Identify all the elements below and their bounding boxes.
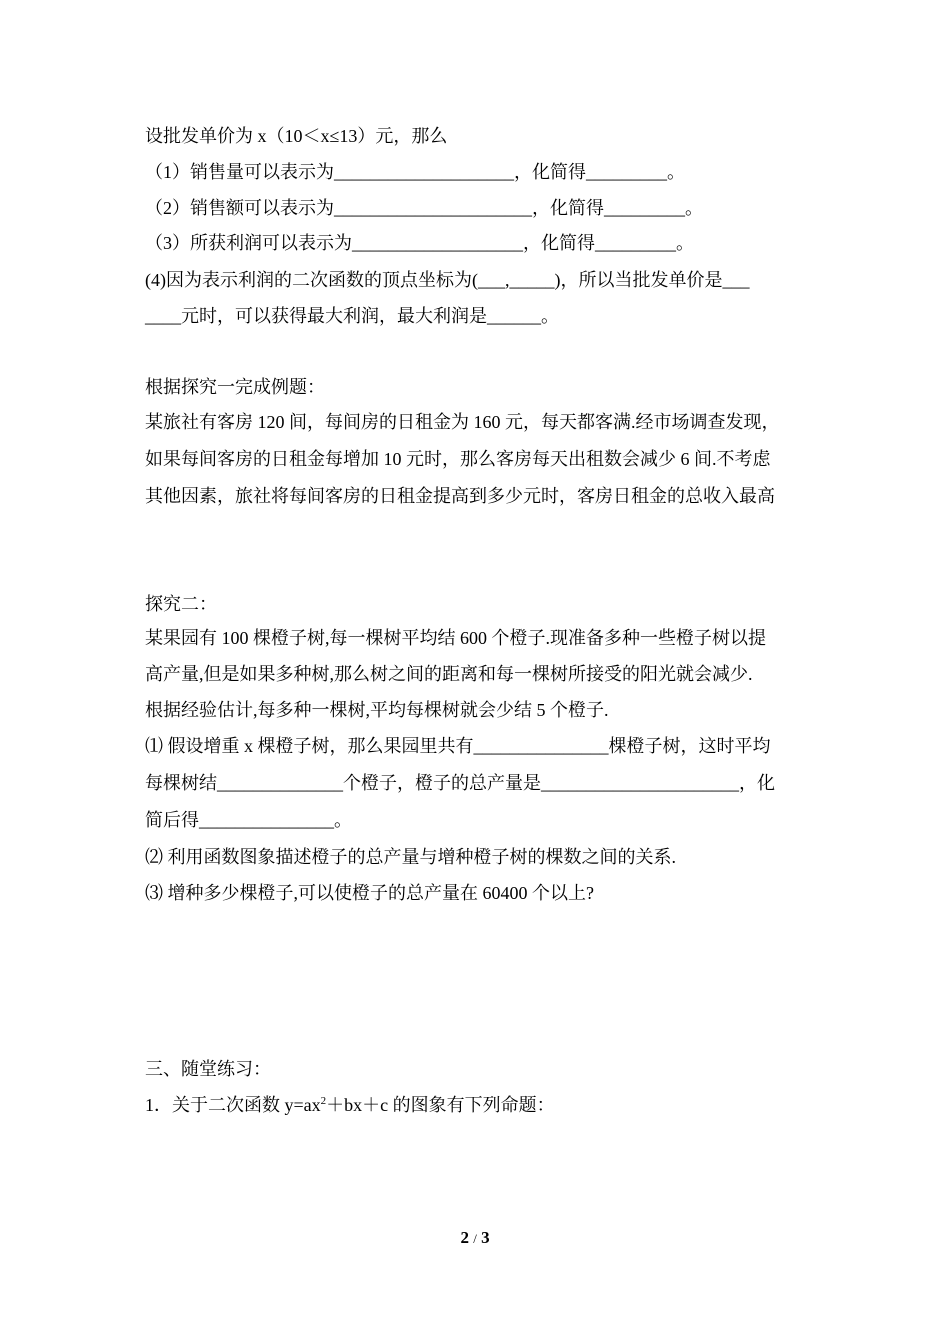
explore2-line: 某果园有 100 棵橙子树,每一棵树平均结 600 个橙子.现准备多种一些橙子树以提 — [145, 628, 766, 648]
explore2-q3: ⑶ 增种多少棵橙子,可以使橙子的总产量在 60400 个以上? — [145, 883, 594, 903]
explore2-q1-text: ⑴ 假设增重 x 棵橙子树，那么果园里共有 — [145, 736, 474, 756]
part3-q1-exponent: 2 — [320, 1095, 327, 1107]
q3-blank-simplified: _________ — [595, 233, 676, 253]
explore2-q1-line1 — [145, 734, 815, 758]
explore2-q1-blank-per-tree: ______________ — [217, 773, 343, 793]
part1-q1 — [145, 160, 815, 184]
q3-simplify-label: ，化简得 — [523, 233, 595, 253]
q4-text-2: )，所以当批发单价是 — [554, 270, 723, 290]
q3-text: （3）所获利润可以表示为 — [145, 233, 352, 253]
explore2-q1-blank-trees: _______________ — [473, 736, 609, 756]
example-line: 某旅社有客房 120 间，每间房的日租金为 160 元，每天都客满.经市场调查发现， — [145, 412, 780, 432]
example-line: 如果每间客房的日租金每增加 10 元时，那么客房每天出租数会减少 6 间.不考虑 — [145, 449, 771, 469]
explore2-q1-blank-simplified: _______________ — [199, 810, 334, 830]
part1-q4-line2 — [145, 304, 815, 328]
q2-text: （2）销售额可以表示为 — [145, 198, 334, 218]
q4-end: 。 — [541, 306, 559, 326]
q4-blank-vertex-y: _____ — [509, 270, 555, 290]
q4-comma: , — [504, 270, 510, 290]
part3-q1-text: 1．关于二次函数 y=ax — [145, 1095, 321, 1115]
q1-end: 。 — [667, 162, 685, 182]
page-number — [0, 1226, 950, 1251]
q2-end: 。 — [685, 198, 703, 218]
part1-q4-line1 — [145, 268, 815, 292]
explore2-q1-text-3: 每棵树结 — [145, 773, 217, 793]
q4-blank-vertex-x: ___ — [477, 270, 505, 290]
q1-simplify-label: ，化简得 — [514, 162, 586, 182]
q3-blank-expression: ___________________ — [352, 233, 523, 253]
q2-blank-expression: ______________________ — [334, 198, 532, 218]
q4-blank-price-end: ____ — [145, 306, 181, 326]
q1-blank-simplified: _________ — [586, 162, 667, 182]
explore2-heading: 探究二： — [145, 594, 217, 614]
example-line: 其他因素，旅社将每间客房的日租金提高到多少元时，客房日租金的总收入最高 — [145, 486, 775, 506]
explore2-q1-blank-total: ______________________ — [541, 773, 739, 793]
part3-heading: 三、随堂练习： — [145, 1059, 271, 1079]
explore2-q2: ⑵ 利用函数图象描述橙子的总产量与增种橙子树的棵数之间的关系. — [145, 847, 676, 867]
explore2-q1-end: 。 — [334, 810, 352, 830]
example-heading: 根据探究一完成例题： — [145, 377, 325, 397]
part1-q3 — [145, 231, 815, 255]
part3-q1 — [145, 1093, 815, 1117]
page-total: 3 — [481, 1228, 490, 1247]
q4-text: (4)因为表示利润的二次函数的顶点坐标为( — [145, 270, 478, 290]
explore2-q1-text-6: 简后得 — [145, 810, 199, 830]
q3-end: 。 — [676, 233, 694, 253]
explore2-q1-line3 — [145, 808, 815, 832]
q2-simplify-label: ，化简得 — [532, 198, 604, 218]
q1-blank-expression: ____________________ — [334, 162, 514, 182]
q4-blank-price-start: ___ — [722, 270, 750, 290]
page-current: 2 — [460, 1228, 469, 1247]
q4-blank-max-profit: ______ — [487, 306, 541, 326]
q4-text-3: 元时，可以获得最大利润，最大利润是 — [181, 306, 487, 326]
part3-q1-text-2: ＋bx＋c 的图象有下列命题： — [326, 1095, 555, 1115]
part1-q2 — [145, 196, 815, 220]
page-separator: / — [473, 1231, 477, 1246]
part1-intro: 设批发单价为 x（10＜x≤13）元，那么 — [145, 126, 448, 146]
q2-blank-simplified: _________ — [604, 198, 685, 218]
explore2-q1-text-5: ，化 — [739, 773, 775, 793]
explore2-q1-text-4: 个橙子，橙子的总产量是 — [343, 773, 541, 793]
explore2-q1-text-2: 棵橙子树，这时平均 — [608, 736, 771, 756]
explore2-q1-line2 — [145, 771, 815, 795]
q1-text: （1）销售量可以表示为 — [145, 162, 334, 182]
explore2-line: 根据经验估计,每多种一棵树,平均每棵树就会少结 5 个橙子. — [145, 700, 609, 720]
explore2-line: 高产量,但是如果多种树,那么树之间的距离和每一棵树所接受的阳光就会减少. — [145, 664, 753, 684]
